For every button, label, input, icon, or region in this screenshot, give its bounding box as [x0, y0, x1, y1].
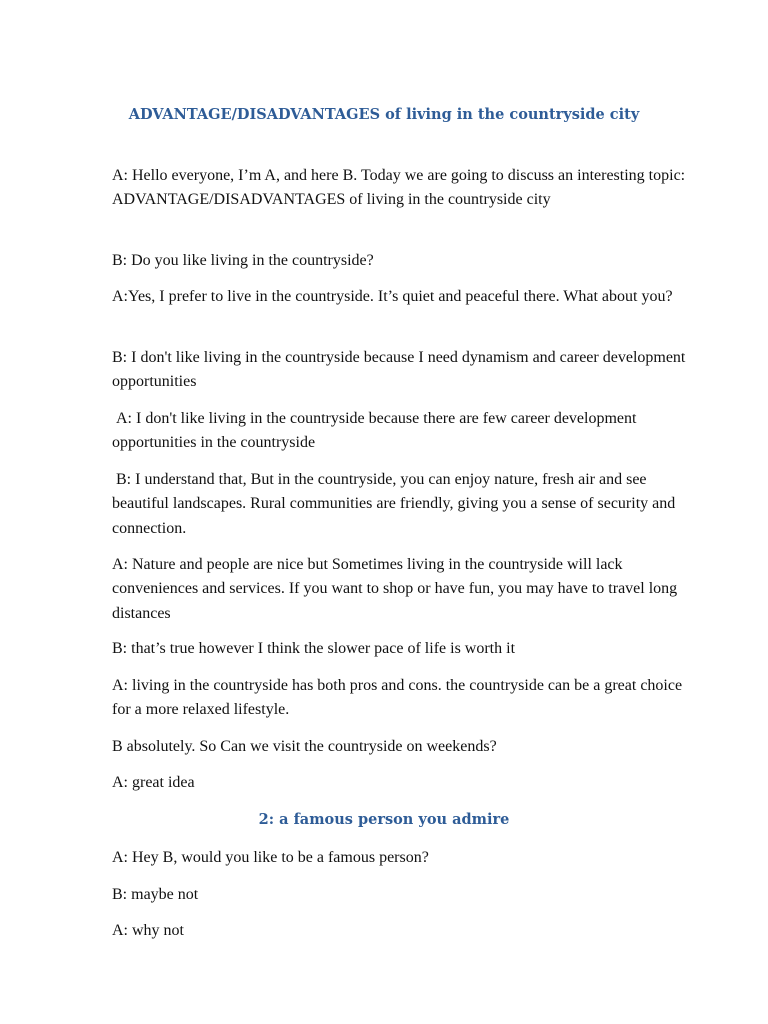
dialogue-paragraph-5: A: I don't like living in the countryside because there are few career development opportunities in the countryside	[112, 410, 641, 452]
dialogue-paragraph-2: B: Do you like living in the countryside?	[112, 252, 374, 269]
section-2-paragraph-2: B: maybe not	[112, 886, 199, 903]
dialogue-paragraph-9: A: living in the countryside has both pros and cons. the countryside can be a great choice for a more relaxed lifestyle.	[112, 677, 683, 719]
dialogue-paragraph-11: A: great idea	[112, 774, 195, 791]
dialogue-paragraph-6: B: I understand that, But in the countryside, you can enjoy nature, fresh air and see beautiful landscapes. Rural communities are friendly, giving you a sense of security and connection.	[112, 471, 680, 537]
dialogue-paragraph-1: A: Hello everyone, I’m A, and here B. Today we are going to discuss an interesting topic: ADVANTAGE/DISADVANTAGES of living in the countryside city	[112, 167, 686, 209]
document-title: ADVANTAGE/DISADVANTAGES of living in the countryside city	[128, 106, 640, 123]
dialogue-paragraph-4: B: I don't like living in the countryside because I need dynamism and career development opportunities	[112, 349, 686, 391]
section-2-heading: 2: a famous person you admire	[258, 811, 510, 828]
dialogue-paragraph-3: A:Yes, I prefer to live in the countryside. It’s quiet and peaceful there. What about you?	[112, 288, 673, 305]
dialogue-paragraph-8: B: that’s true however I think the slower pace of life is worth it	[112, 640, 516, 657]
dialogue-paragraph-10: B absolutely. So Can we visit the countryside on weekends?	[112, 738, 497, 755]
dialogue-paragraph-7: A: Nature and people are nice but Sometimes living in the countryside will lack conveniences and services. If you want to shop or have fun, you may have to travel long distances	[112, 556, 678, 622]
section-2-paragraph-3: A: why not	[112, 922, 184, 939]
section-2-paragraph-1: A: Hey B, would you like to be a famous person?	[112, 849, 429, 866]
